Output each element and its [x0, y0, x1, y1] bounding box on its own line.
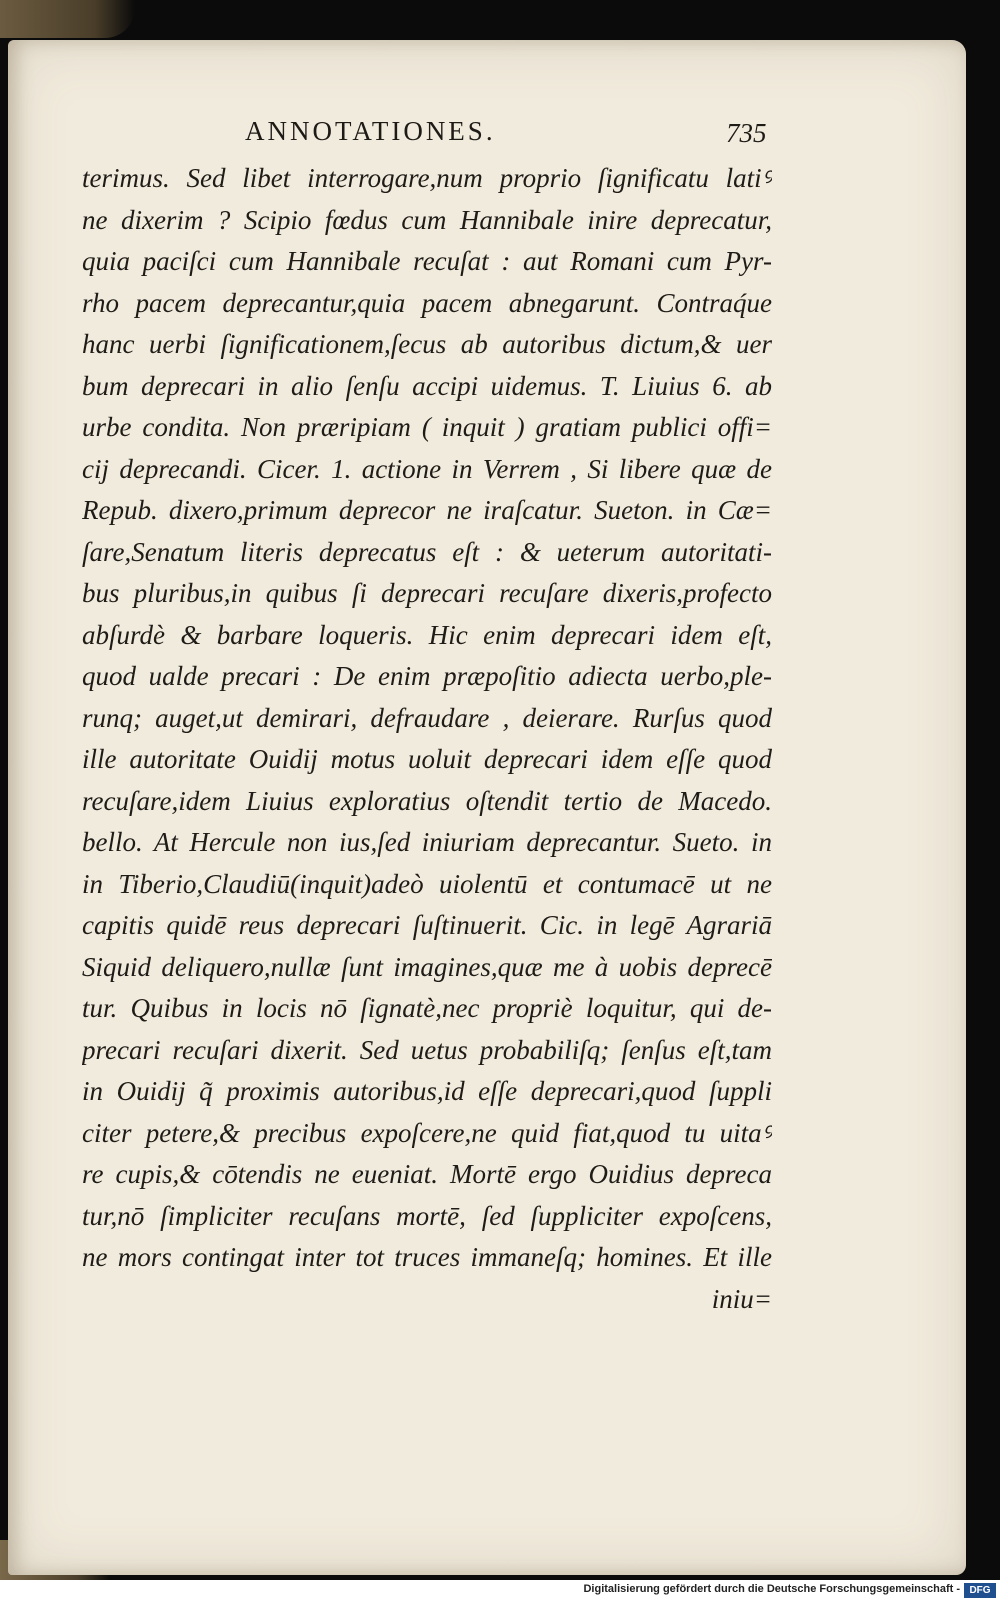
body-text — [82, 158, 772, 1320]
text-line: quod ualde precari : De enim præpoſitio adiecta uerbo,ple- — [82, 661, 772, 691]
text-line: ne mors contingat inter tot truces immaneſq; homines. Et ille — [82, 1242, 772, 1272]
text-line: abſurdè & barbare loqueris. Hic enim deprecari idem eſt, — [82, 619, 772, 650]
text-line: Siquid deliquero,nullæ ſunt imagines,quæ me à uobis deprecē — [82, 951, 772, 982]
text-line: ille autoritate Ouidij motus uoluit deprecari idem eſſe quod — [82, 744, 772, 774]
text-line: terimus. Sed libet interrogare,num proprio ſignificatu latiꝰ — [82, 163, 772, 193]
text-line: quia paciſci cum Hannibale recuſat : aut Romani cum Pyr- — [82, 246, 772, 276]
text-line: urbe condita. Non præripiam ( inquit ) gratiam publici offi= — [82, 412, 772, 442]
text-line: in Ouidij q̃ proximis autoribus,id eſſe deprecari,quod ſuppli — [82, 1076, 772, 1106]
book-page — [8, 40, 966, 1575]
page-header — [8, 110, 966, 150]
text-line: hanc uerbi ſignificationem,ſecus ab autoribus dictum,& uer — [82, 329, 772, 359]
text-line: tur. Quibus in locis nō ſignatè,nec propriè loquitur, qui de- — [82, 993, 772, 1023]
text-line: recuſare,idem Liuius exploratius oſtendit tertio de Macedo. — [82, 785, 772, 816]
text-line: ſare,Senatum literis deprecatus eſt : & ueterum autoritati- — [82, 536, 772, 567]
book-edge-top — [0, 0, 135, 38]
text-line: precari recuſari dixerit. Sed uetus probabiliſq; ſenſus eſt,tam — [82, 1034, 772, 1065]
text-line: capitis quidē reus deprecari ſuſtinuerit. Cic. in legē Agrariā — [82, 910, 772, 940]
text-line: cij deprecandi. Cicer. 1. actione in Verrem , Si libere quæ de — [82, 453, 772, 484]
text-line: rho pacem deprecantur,quia pacem abnegarunt. Contraq́ue — [82, 287, 772, 318]
text-line: re cupis,& cōtendis ne eueniat. Mortē ergo Ouidius depreca — [82, 1159, 772, 1189]
funding-credit: Digitalisierung gefördert durch die Deutsche Forschungsgemeinschaft - — [583, 1583, 960, 1595]
text-line: runq; auget,ut demirari, defraudare , deierare. Rurſus quod — [82, 702, 772, 733]
footer-bar — [0, 1580, 1000, 1602]
dfg-logo: DFG — [964, 1583, 996, 1598]
page-number: 735 — [726, 118, 767, 148]
text-line: citer petere,& precibus expoſcere,ne quid fiat,quod tu uitaꝰ — [82, 1117, 772, 1148]
text-line: bus pluribus,in quibus ſi deprecari recuſare dixeris,profecto — [82, 578, 772, 608]
text-line: iniu= — [711, 1283, 772, 1314]
text-line: tur,nō ſimpliciter recuſans mortē, ſed ſuppliciter expoſcens, — [82, 1200, 772, 1231]
text-line: in Tiberio,Claudiū(inquit)adeò uiolentū et contumacē ut ne — [82, 868, 772, 899]
text-line: ne dixerim ? Scipio fœdus cum Hannibale inire deprecatur, — [82, 204, 772, 235]
text-line: bello. At Hercule non ius,ſed iniuriam deprecantur. Sueto. in — [82, 827, 772, 857]
text-line: bum deprecari in alio ſenſu accipi uidemus. T. Liuius 6. ab — [82, 370, 772, 401]
text-line: Repub. dixero,primum deprecor ne iraſcatur. Sueton. in Cæ= — [82, 495, 772, 525]
running-title: ANNOTATIONES. — [245, 116, 496, 146]
